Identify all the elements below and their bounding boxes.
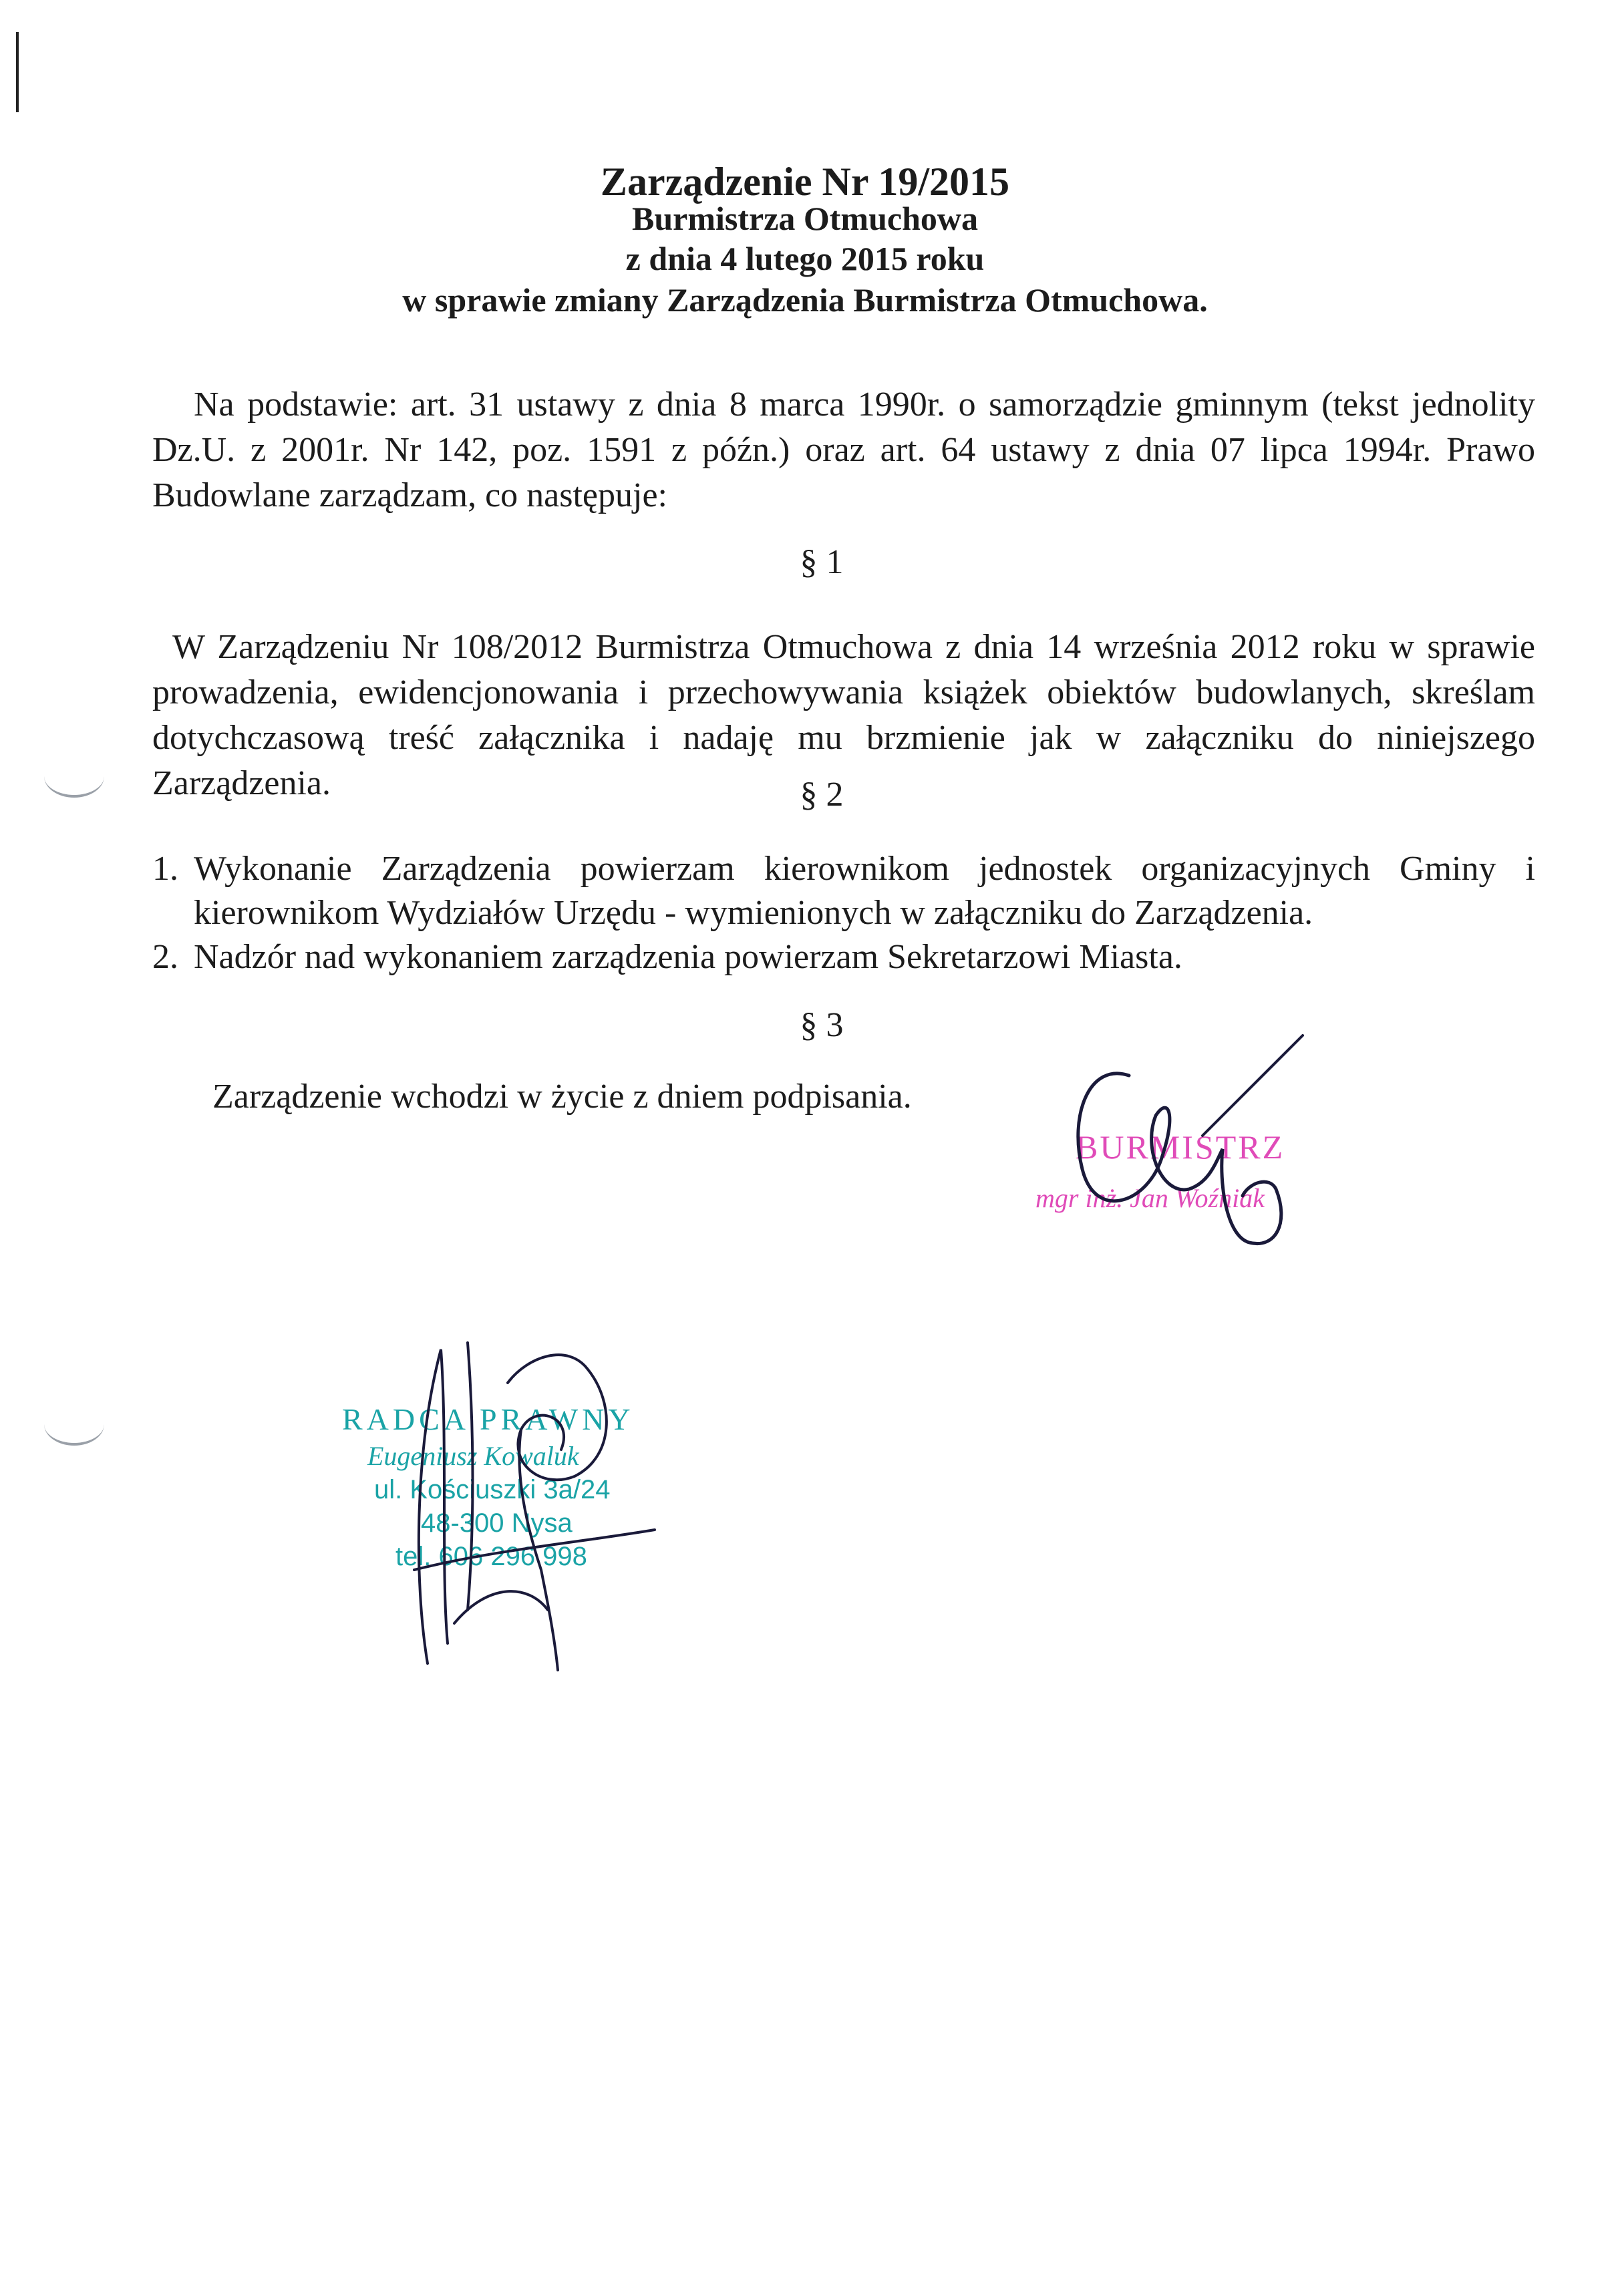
document-date: z dnia 4 lutego 2015 roku [625,240,985,277]
legal-stamp-phone: tel. 606 296 998 [395,1542,587,1571]
section-1-heading: § 1 [800,543,844,581]
legal-basis-paragraph: Na podstawie: art. 31 ustawy z dnia 8 marca 1990r. o samorządzie gminnym (tekst jednolity Dz.U. z 2001r. Nr 142, poz. 1591 z późn.) oraz art. 64 ustawy z dnia 07 lipca 1994r. Prawo Budowlane zarządzam, co następuje: [152,385,1535,514]
legal-counsel-signature [374,1329,695,1677]
mayor-stamp-title: BURMISTRZ [1076,1128,1285,1166]
list-item-number: 1. [152,850,178,888]
mayor-signature [1049,1022,1370,1276]
legal-stamp-title: RADCA PRAWNY [342,1402,635,1436]
section-2-heading: § 2 [800,776,844,814]
list-item-text: Wykonanie Zarządzenia powierzam kierownikom jednostek organizacyjnych Gminy i kierownikom Wydziałów Urzędu - wymienionych w załączniku do Zarządzenia. [194,850,1535,932]
document-issuer: Burmistrza Otmuchowa [632,200,978,237]
list-item-number: 2. [152,938,178,976]
section-2-list [152,847,1535,979]
section-3-text: Zarządzenie wchodzi w życie z dniem podpisania. [212,1078,912,1116]
list-item-text: Nadzór nad wykonaniem zarządzenia powierzam Sekretarzowi Miasta. [194,938,1182,976]
legal-stamp-city: 48-300 Nysa [421,1508,573,1538]
mayor-stamp-name: mgr inż. Jan Woźniak [1035,1183,1265,1213]
section-1-text: W Zarządzeniu Nr 108/2012 Burmistrza Otmuchowa z dnia 14 września 2012 roku w sprawie prowadzenia, ewidencjonowania i przechowywania książek obiektów budowlanych, skreślam dotychczasową treść załącznika i nadaję mu brzmienie jak w załączniku do niniejszego Zarządzenia. [152,628,1535,802]
document-title: Zarządzenie Nr 19/2015 [600,160,1010,204]
document-subject: w sprawie zmiany Zarządzenia Burmistrza Otmuchowa. [402,281,1208,319]
list-item [152,847,1535,935]
scan-edge-mark [16,32,19,112]
legal-stamp-address: ul. Kościuszki 3a/24 [374,1475,611,1504]
legal-stamp-name: Eugeniusz Kowaluk [367,1441,579,1471]
section-3-heading: § 3 [800,1006,844,1044]
list-item [152,935,1535,979]
punch-hole-mark [44,1403,104,1446]
